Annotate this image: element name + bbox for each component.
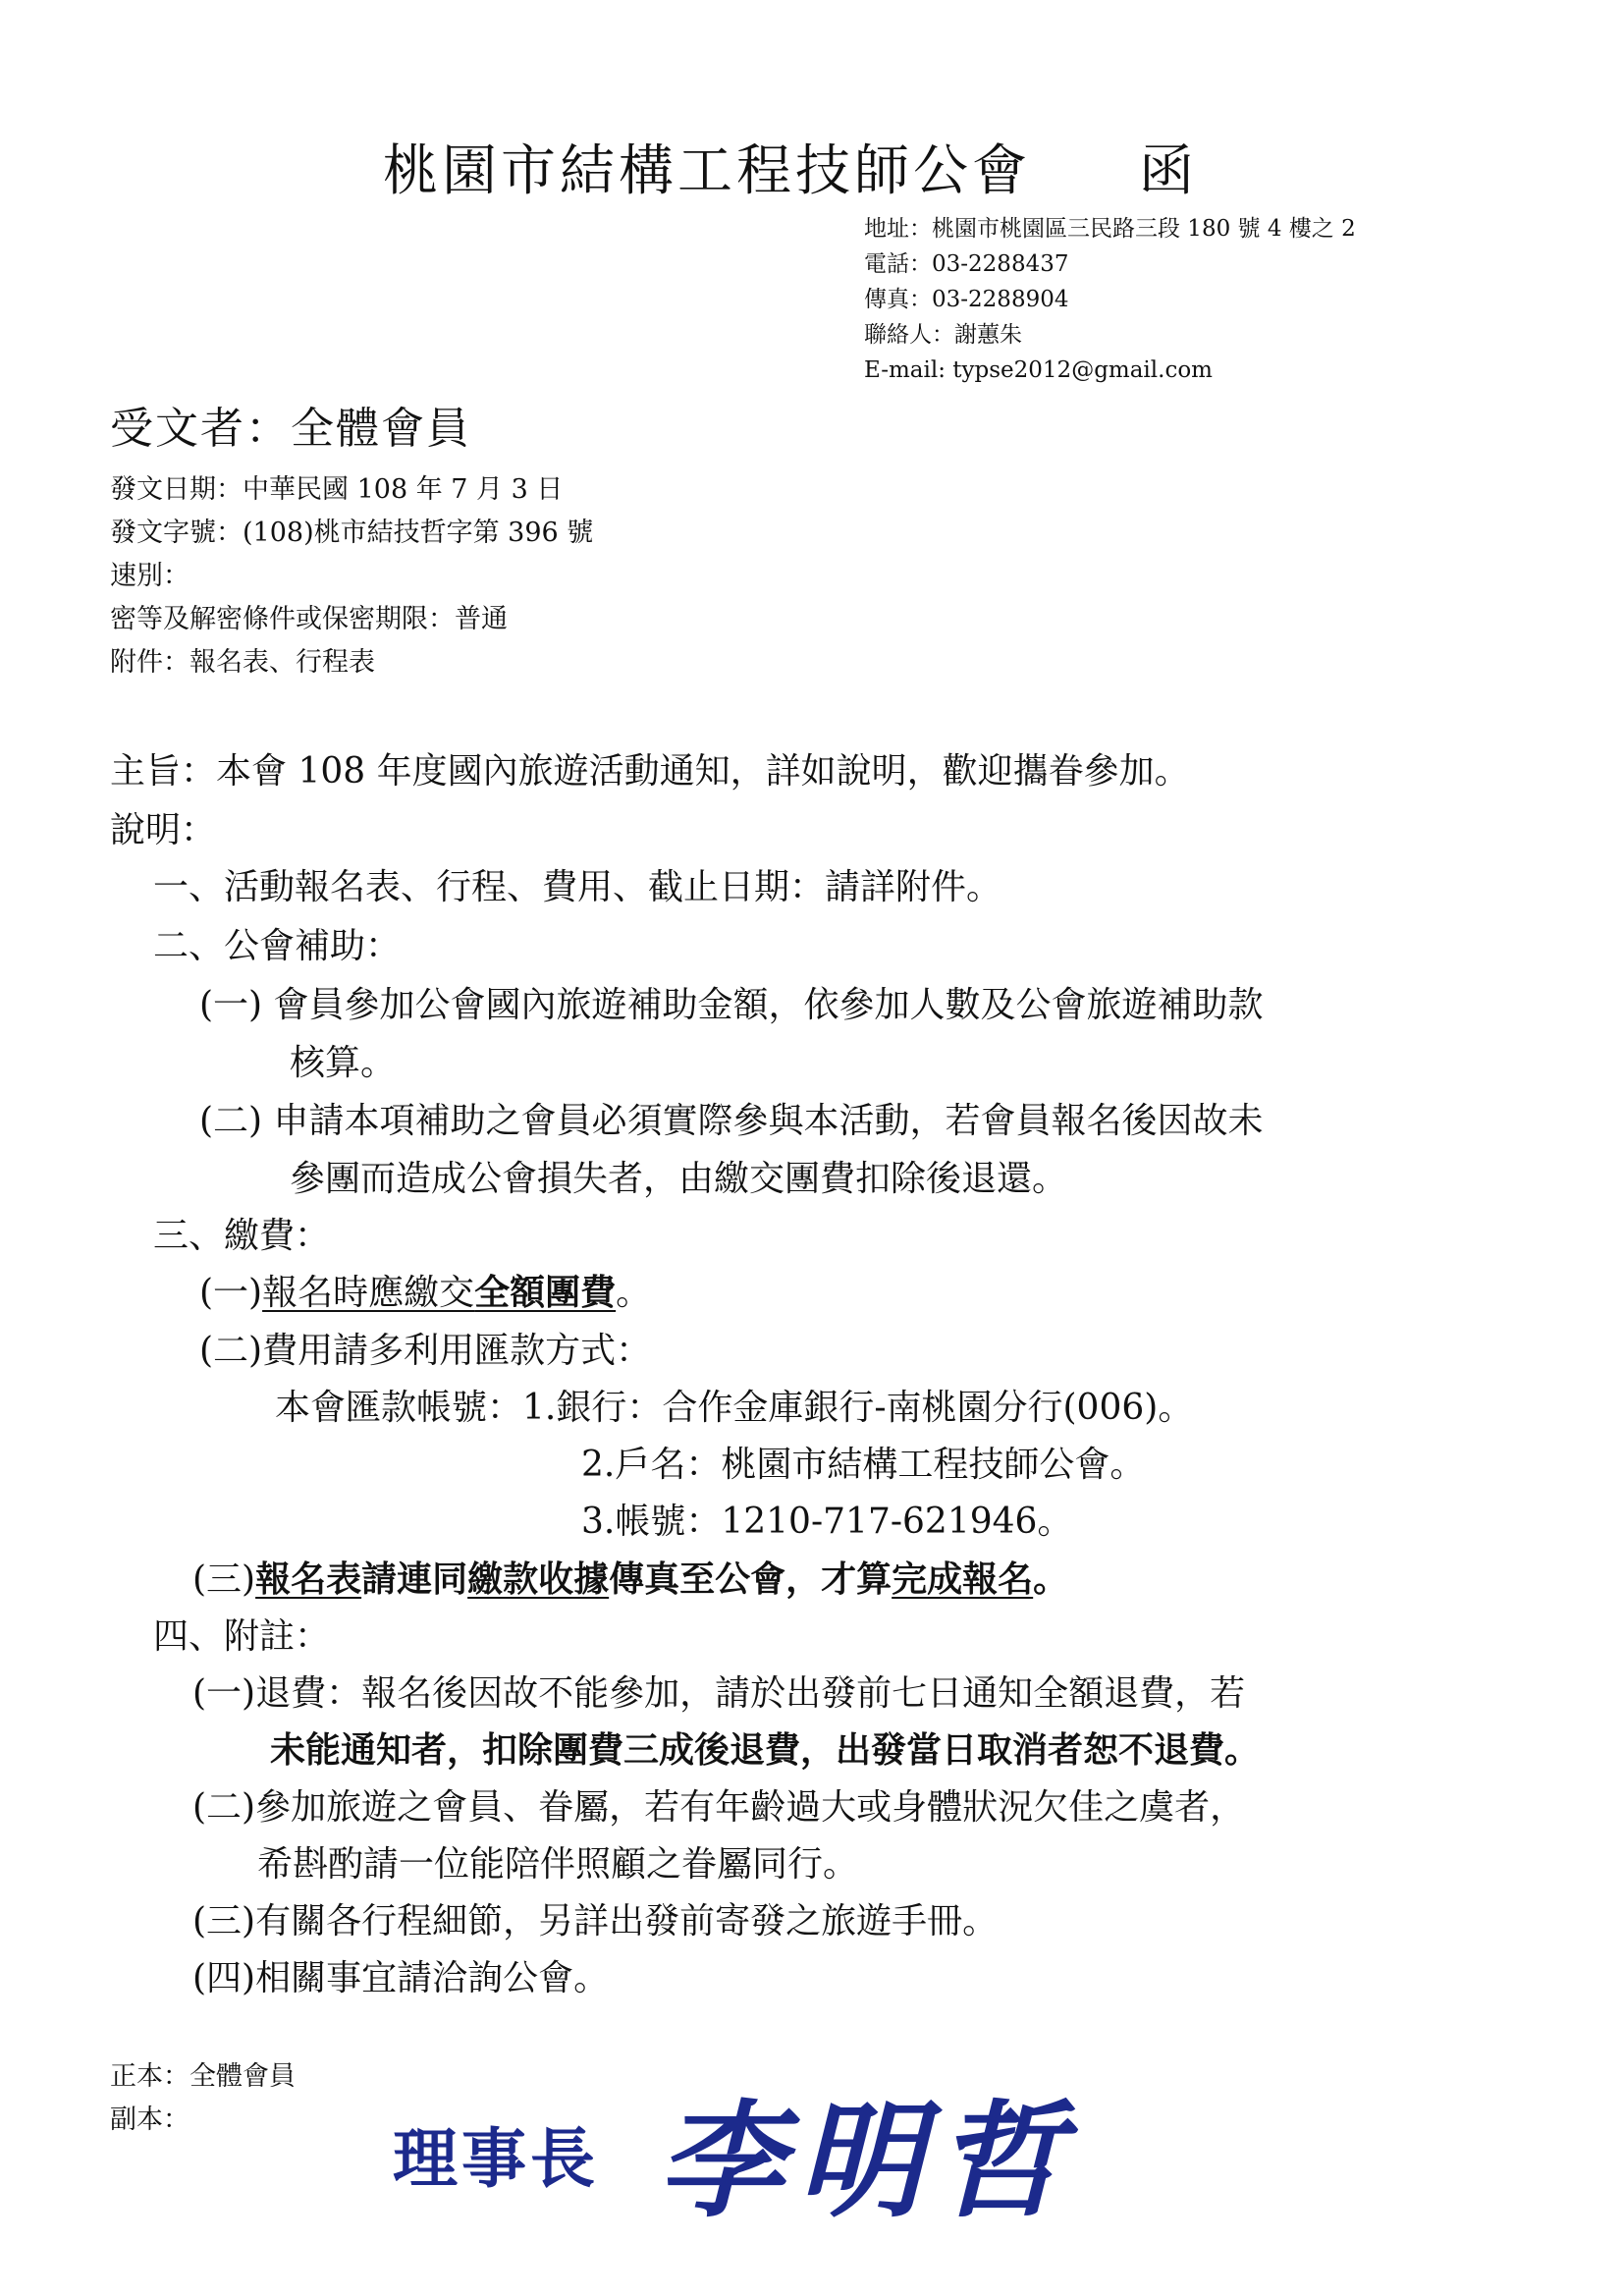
meta-block <box>110 468 593 684</box>
bold-underlined-text: 全額團費 <box>474 1272 617 1313</box>
recipient: 受文者：全體會員 <box>110 404 471 454</box>
original-copy: 正本：全體會員 <box>110 2061 296 2092</box>
item-4-1-cont: 未能通知者，扣除團費三成後退費，出發當日取消者恕不退費。 <box>270 1729 1261 1771</box>
item-3-3: (三)報名表請連同繳款收據傳真至公會，才算完成報名。 <box>192 1558 1069 1600</box>
item-2-2: (二) 申請本項補助之會員必須實際參與本活動，若會員報名後因故未 <box>199 1101 1264 1141</box>
signature-title: 理事長 <box>393 2120 599 2197</box>
fax: 傳真：03-2288904 <box>864 287 1069 312</box>
item-2-2-cont: 參團而造成公會損失者，由繳交團費扣除後退還。 <box>290 1159 1068 1199</box>
account-number-line: 3.帳號：1210-717-621946。 <box>581 1502 1073 1542</box>
underlined-text: 報名時應繳交 <box>262 1273 475 1313</box>
distribution-block <box>110 2055 296 2142</box>
item-3-1: (一)報名時應繳交全額團費。 <box>199 1272 652 1313</box>
bank-line: 本會匯款帳號：1.銀行：合作金庫銀行-南桃園分行(006)。 <box>275 1388 1194 1428</box>
item-4-4: (四)相關事宜請洽詢公會。 <box>192 1958 610 1998</box>
account-name-line: 2.戶名：桃園市結構工程技師公會。 <box>581 1445 1146 1485</box>
item-2: 二、公會補助： <box>153 926 402 966</box>
signature-name-stamp: 李明哲 <box>658 2088 1077 2235</box>
item-2-1-cont: 核算。 <box>290 1043 397 1083</box>
attachment: 附件：報名表、行程表 <box>110 647 375 678</box>
item-4-3: (三)有關各行程細節，另詳出發前寄發之旅遊手冊。 <box>192 1901 999 1941</box>
security-level: 密等及解密條件或保密期限：普通 <box>110 604 508 634</box>
doc-type: 函 <box>1139 139 1198 203</box>
document-title <box>383 128 1198 206</box>
email: E-mail: typse2012@gmail.com <box>864 357 1213 383</box>
explain-label: 說明： <box>110 810 217 850</box>
subject: 主旨：本會 108 年度國內旅遊活動通知，詳如說明，歡迎攜眷參加。 <box>110 751 1190 792</box>
org-name: 桃園市結構工程技師公會 <box>383 139 1031 203</box>
item-1: 一、活動報名表、行程、費用、截止日期：請詳附件。 <box>153 867 1002 907</box>
item-2-1: (一) 會員參加公會國內旅遊補助金額，依參加人數及公會旅遊補助款 <box>199 985 1264 1025</box>
speed: 速別： <box>110 561 189 591</box>
item-4-2: (二)參加旅遊之會員、眷屬，若有年齡過大或身體狀況欠佳之虞者， <box>192 1787 1246 1828</box>
item-4-2-cont: 希斟酌請一位能陪伴照顧之眷屬同行。 <box>257 1844 859 1885</box>
item-4-1: (一)退費：報名後因故不能參加，請於出發前七日通知全額退費，若 <box>192 1673 1246 1714</box>
issue-number: 發文字號：(108)桃市結技哲字第 396 號 <box>110 518 594 548</box>
address: 地址：桃園市桃園區三民路三段 180 號 4 樓之 2 <box>864 216 1356 242</box>
item-3: 三、繳費： <box>153 1216 331 1256</box>
contact-person: 聯絡人：謝蕙朱 <box>864 322 1022 348</box>
issue-date: 發文日期：中華民國 108 年 7 月 3 日 <box>110 474 564 505</box>
phone: 電話：03-2288437 <box>864 251 1069 277</box>
item-3-2: (二)費用請多利用匯款方式： <box>199 1331 652 1371</box>
item-4: 四、附註： <box>153 1616 331 1657</box>
carbon-copy: 副本： <box>110 2105 189 2135</box>
contact-block <box>864 211 1356 388</box>
